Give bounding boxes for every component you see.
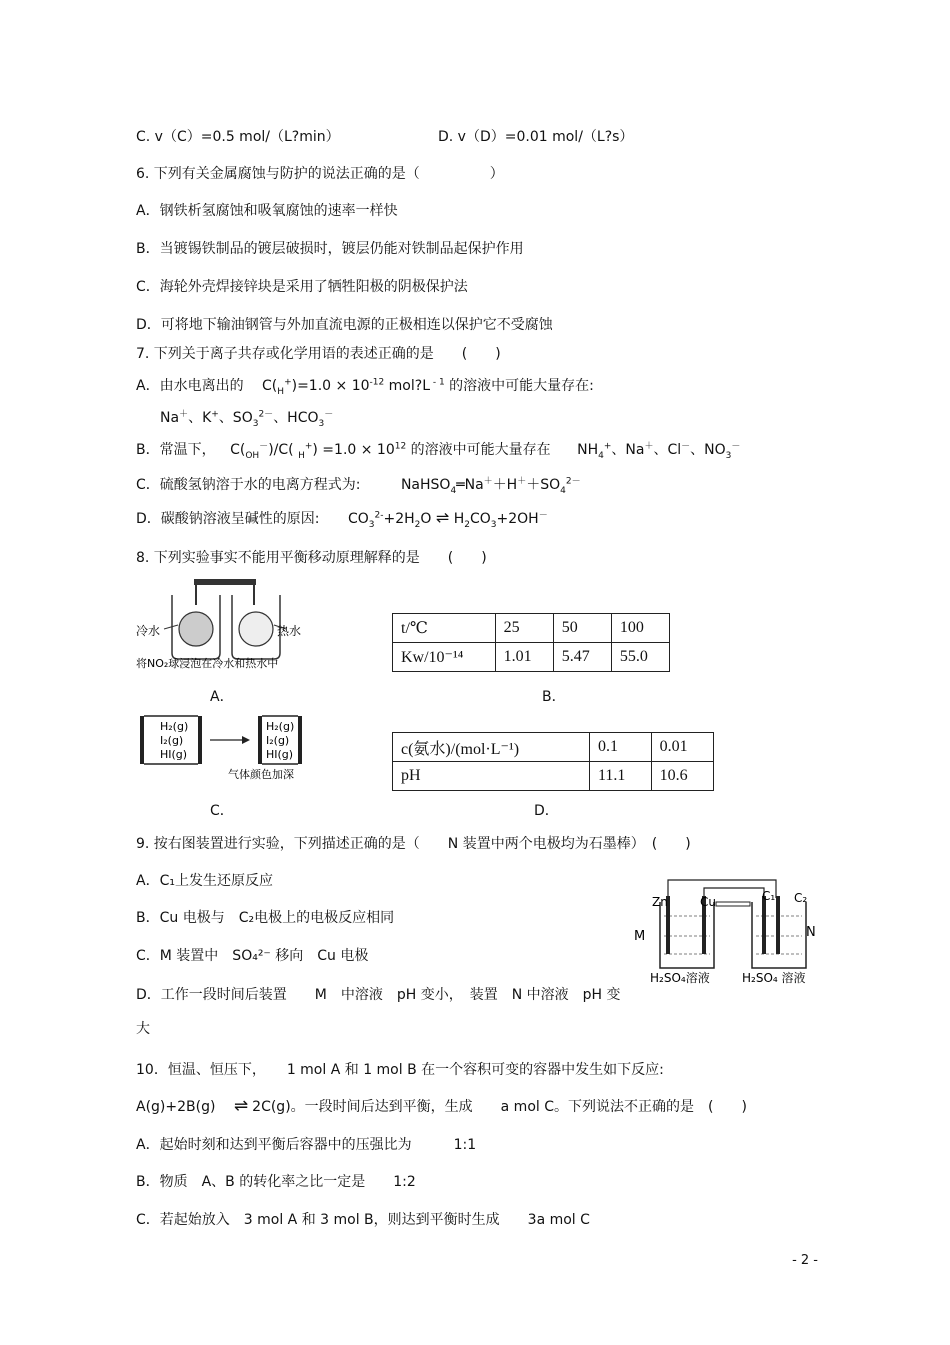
table-cell: 50	[553, 614, 611, 643]
q8-label-d: D．	[534, 803, 559, 819]
q8-table-d	[392, 732, 714, 791]
q7-option-d	[136, 509, 548, 528]
q7-stem: 7. 下列关于离子共存或化学用语的表述正确的是 ( )	[136, 346, 501, 362]
wire	[668, 880, 776, 898]
q5-option-d: D. v（D）=0.01 mol/（L?s）	[438, 129, 634, 145]
q9-figure	[630, 876, 826, 988]
table-cell: c(氨水)/(mol·L⁻¹)	[393, 733, 590, 762]
q8-label-c: C．	[210, 803, 234, 819]
table-cell: 10.6	[651, 762, 713, 791]
fig-a-caption: 将NO₂球浸泡在冷水和热水中	[136, 657, 279, 670]
table-row	[393, 762, 714, 791]
sol-right-label: H₂SO₄ 溶液	[742, 971, 806, 985]
q10-stem: 10．恒温、恒压下， 1 mol A 和 1 mol B 在一个容积可变的容器中发生如下反应:	[136, 1062, 664, 1078]
no2-bulb-hot	[239, 612, 273, 646]
equilibrium-arrow-icon: ⇌	[233, 1096, 249, 1116]
q9-stem: 9. 按右图装置进行实验，下列描述正确的是（ N 装置中两个电极均为石墨棒） ( )	[136, 836, 691, 852]
q7-c-equation: $NaHSO_4═Na^++H^++SO_4^{2-}$	[400, 476, 581, 496]
connecting-tube	[194, 579, 256, 585]
q10-eq-right: 2C(g)。一段时间后达到平衡，生成 a mol C。下列说法不正确的是 ( )	[252, 1099, 747, 1115]
q8-figure-c	[138, 712, 318, 784]
no2-bulb-cold	[179, 612, 213, 646]
q7-d-prefix: D．碳酸钠溶液呈碱性的原因:	[136, 511, 320, 527]
page-number: - 2 -	[792, 1253, 818, 1268]
table-cell: 5.47	[553, 643, 611, 672]
q9-option-d: D．工作一段时间后装置 M 中溶液 pH 变小， 装置 N 中溶液 pH 变	[136, 987, 621, 1003]
c2-electrode	[776, 896, 780, 954]
q7-c-prefix: C．硫酸氢钠溶于水的电离方程式为:	[136, 477, 361, 493]
q7-b-prefix: B．常温下，	[136, 442, 216, 458]
zn-label: Zn	[652, 895, 668, 909]
gas-i2-left: I₂(g)	[160, 734, 184, 747]
q7-a-formula: $C(_H^+)=1.0 \times 10^{-12}$ mol?L $^{- 1}$	[262, 377, 445, 397]
table-cell: 25	[495, 614, 553, 643]
q9-option-a: A．C₁上发生还原反应	[136, 873, 273, 889]
q7-a-prefix: A．由水电离出的	[136, 378, 244, 394]
table-cell: 100	[611, 614, 669, 643]
q9-option-d-cont: 大	[136, 1021, 150, 1037]
gas-i2-right: I₂(g)	[266, 734, 290, 747]
fig-c-caption: 气体颜色加深	[228, 768, 294, 781]
q7-option-a	[136, 377, 594, 395]
table-cell: 0.1	[590, 733, 652, 762]
fig-a-cold-label: 冷水	[136, 624, 161, 638]
q9-option-c: C．M 装置中 SO₄²⁻ 移向 Cu 电极	[136, 948, 369, 964]
q8-stem: 8. 下列实验事实不能用平衡移动原理解释的是 ( )	[136, 550, 487, 566]
q8-figure-a	[134, 575, 314, 675]
q10-option-c: C．若起始放入 3 mol A 和 3 mol B，则达到平衡时生成 3a mol C	[136, 1212, 590, 1228]
q8-label-a: A．	[210, 689, 234, 705]
q10-option-b: B．物质 A、B 的转化率之比一定是 1:2	[136, 1174, 416, 1190]
gas-hi-right: HI(g)	[266, 748, 294, 761]
gas-h2-right: H₂(g)	[266, 720, 295, 733]
c2-label: C₂	[794, 891, 808, 905]
table-cell: pH	[393, 762, 590, 791]
n-label: N	[806, 925, 816, 940]
q7-option-a-ions: Na＋、K+、$SO_3^{2-}$、$HCO_3^-$	[160, 409, 334, 429]
table-row	[393, 733, 714, 762]
q6-stem: 6. 下列有关金属腐蚀与防护的说法正确的是（ ）	[136, 166, 504, 182]
q7-b-ions: $NH_4^+$、Na＋、Cl－、$NO_3^-$	[577, 441, 741, 461]
c1-label: C₁	[762, 889, 776, 903]
q10-eq-left: A(g)+2B(g)	[136, 1099, 216, 1115]
salt-bridge	[716, 902, 750, 906]
gas-h2-left: H₂(g)	[160, 720, 189, 733]
q6-option-d: D．可将地下输油钢管与外加直流电源的正极相连以保护它不受腐蚀	[136, 317, 553, 333]
q6-option-b: B．当镀锡铁制品的镀层破损时，镀层仍能对铁制品起保护作用	[136, 241, 524, 257]
q5-option-c: C. v（C）=0.5 mol/（L?min）	[136, 129, 340, 145]
table-cell: 55.0	[611, 643, 669, 672]
gas-hi-left: HI(g)	[160, 748, 188, 761]
fig-a-hot-label: 热水	[277, 624, 302, 638]
q10-option-a: A．起始时刻和达到平衡后容器中的压强比为 1:1	[136, 1137, 477, 1153]
q7-option-b	[136, 441, 740, 459]
q8-table-b	[392, 613, 670, 672]
table-cell: 0.01	[651, 733, 713, 762]
table-row	[393, 643, 670, 672]
q7-b-mid: 的溶液中可能大量存在	[410, 442, 551, 458]
q6-option-a: A．钢铁析氢腐蚀和吸氧腐蚀的速率一样快	[136, 203, 398, 219]
table-cell: 1.01	[495, 643, 553, 672]
q9-option-b: B．Cu 电极与 C₂电极上的电极反应相同	[136, 910, 395, 926]
q8-label-b: B．	[542, 689, 566, 705]
cu-label: Cu	[700, 895, 716, 909]
q10-equation	[136, 1097, 747, 1116]
q7-a-mid: 的溶液中可能大量存在:	[449, 378, 594, 394]
table-row	[393, 614, 670, 643]
table-cell: 11.1	[590, 762, 652, 791]
q7-b-formula: $C(_{OH}^-)/C$( $_H^+) =1.0 \times 10^{12}$	[230, 441, 407, 461]
q7-option-c	[136, 476, 581, 494]
q6-option-c: C．海轮外壳焊接锌块是采用了牺牲阳极的阴极保护法	[136, 279, 468, 295]
table-cell: Kw/10⁻¹⁴	[393, 643, 496, 672]
sol-left-label: H₂SO₄溶液	[650, 971, 710, 985]
m-label: M	[634, 929, 646, 944]
c1-electrode	[762, 896, 766, 954]
table-cell: t/℃	[393, 614, 496, 643]
q7-d-equation: $CO_3^{2-}+2H_2O$ ⇌ $H_2CO_3+2OH^-$	[347, 508, 548, 530]
